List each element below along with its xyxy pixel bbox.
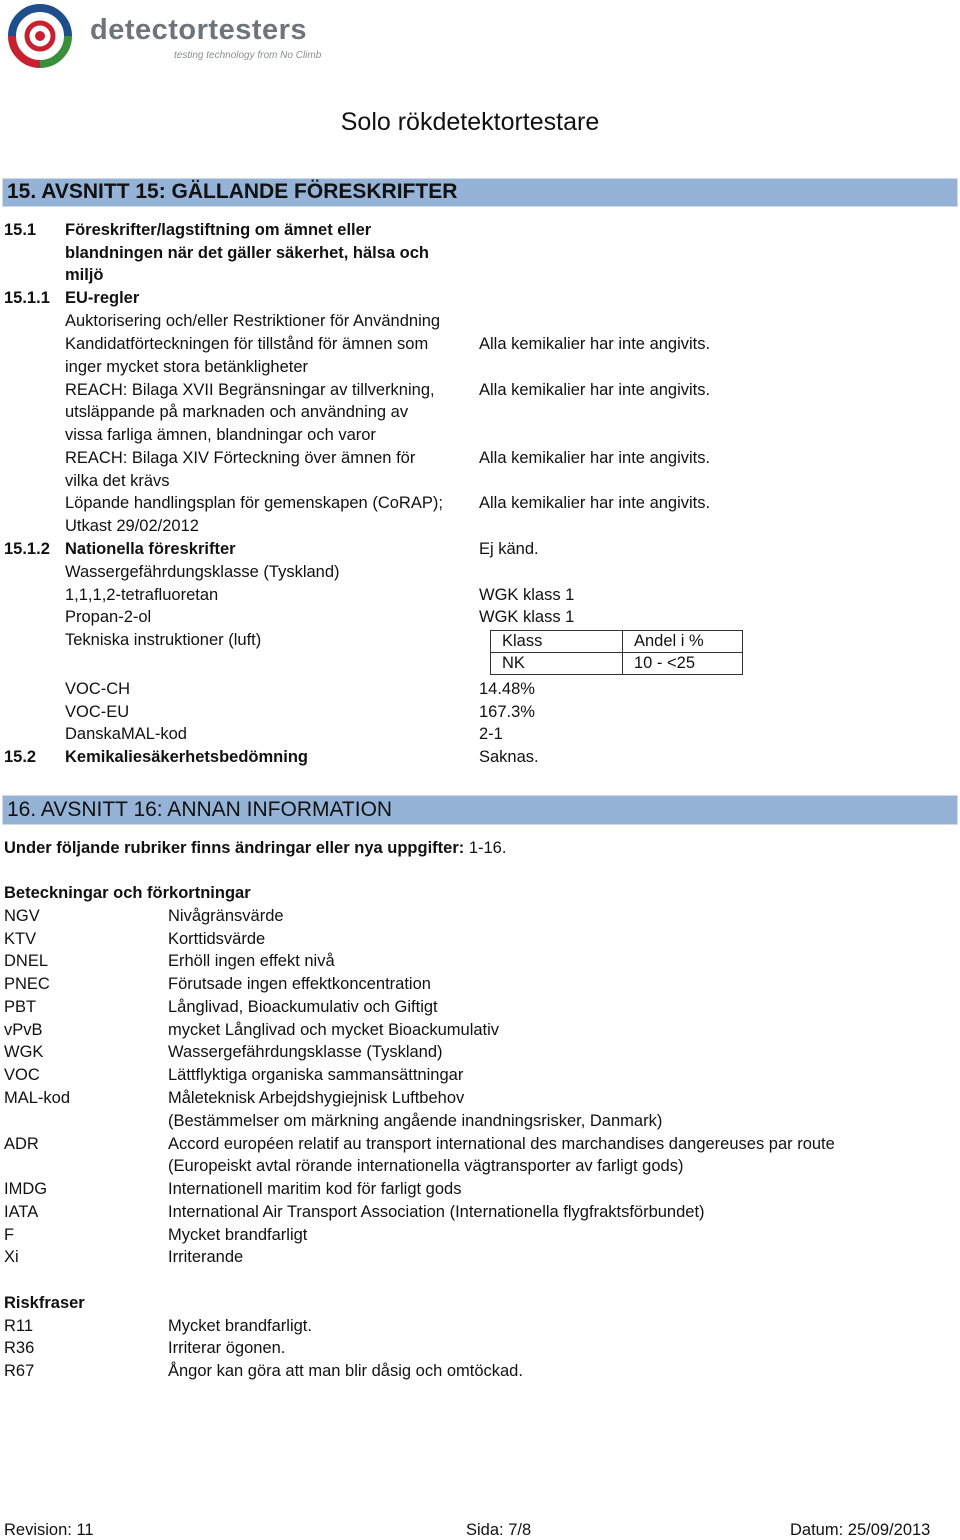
brand-name: detectortesters bbox=[90, 14, 308, 46]
authorisation-heading: Auktorisering och/eller Restriktioner för Användning bbox=[65, 312, 441, 330]
table-row bbox=[491, 631, 743, 653]
risk-value: Irriterar ögonen. bbox=[168, 1339, 286, 1357]
abbr-key: KTV bbox=[4, 930, 37, 948]
tetrafluoroethane-label: 1,1,1,2-tetrafluoretan bbox=[65, 586, 219, 604]
annex-xiv-line-1: REACH: Bilaga XIV Förteckning över ämnen för bbox=[65, 449, 416, 467]
abbr-key: MAL-kod bbox=[4, 1089, 71, 1107]
propanol-label: Propan-2-ol bbox=[65, 608, 152, 626]
technical-instructions-table bbox=[490, 630, 743, 675]
section-15-title: 15. AVSNITT 15: GÄLLANDE FÖRESKRIFTER bbox=[7, 180, 458, 203]
abbr-value: Mycket brandfarligt bbox=[168, 1226, 308, 1244]
abbr-value: Nivågränsvärde bbox=[168, 907, 284, 925]
annex-xvii-value: Alla kemikalier har inte angivits. bbox=[479, 381, 711, 399]
table-header-andel: Andel i % bbox=[623, 631, 743, 653]
risk-value: Ångor kan göra att man blir dåsig och omtöckad. bbox=[168, 1362, 523, 1380]
abbr-key: IMDG bbox=[4, 1180, 48, 1198]
table-cell-klass: NK bbox=[491, 652, 623, 674]
risk-phrases-heading: Riskfraser bbox=[4, 1294, 85, 1312]
changes-label: Under följande rubriker finns ändringar eller nya uppgifter: bbox=[4, 839, 465, 857]
abbr-value: Korttidsvärde bbox=[168, 930, 266, 948]
voc-ch-label: VOC-CH bbox=[65, 680, 131, 698]
abbr-value: Irriterande bbox=[168, 1248, 244, 1266]
clause-15-1-1-title: EU-regler bbox=[65, 289, 140, 307]
abbr-key: NGV bbox=[4, 907, 40, 925]
candidate-list-line-1: Kandidatförteckningen för tillstånd för ämnen som bbox=[65, 335, 429, 353]
section-15-band bbox=[2, 178, 958, 207]
table-header-klass: Klass bbox=[491, 631, 623, 653]
footer-page-number: Sida: 7/8 bbox=[466, 1521, 532, 1539]
mal-code-label: DanskaMAL-kod bbox=[65, 725, 187, 743]
abbr-key: DNEL bbox=[4, 952, 49, 970]
clause-15-2-value: Saknas. bbox=[479, 748, 539, 766]
risk-key: R11 bbox=[4, 1317, 34, 1335]
clause-15-1-line-1: Föreskrifter/lagstiftning om ämnet eller bbox=[65, 221, 372, 239]
table-row bbox=[491, 652, 743, 674]
corap-line-2: Utkast 29/02/2012 bbox=[65, 517, 199, 535]
abbr-key: WGK bbox=[4, 1043, 44, 1061]
clause-15-2-number: 15.2 bbox=[4, 748, 37, 766]
annex-xvii-line-2: utsläppande på marknaden och användning av bbox=[65, 403, 409, 421]
technical-instructions-label: Tekniska instruktioner (luft) bbox=[65, 631, 262, 649]
candidate-list-line-2: inger mycket stora betänkligheter bbox=[65, 358, 309, 376]
risk-key: R36 bbox=[4, 1339, 35, 1357]
abbr-value: Internationell maritim kod för farligt gods bbox=[168, 1180, 462, 1198]
candidate-list-value: Alla kemikalier har inte angivits. bbox=[479, 335, 711, 353]
clause-15-1-line-2: blandningen när det gäller säkerhet, hälsa och bbox=[65, 244, 430, 262]
voc-eu-label: VOC-EU bbox=[65, 703, 130, 721]
abbr-value: Wassergefährdungsklasse (Tyskland) bbox=[168, 1043, 443, 1061]
annex-xiv-line-2: vilka det krävs bbox=[65, 472, 170, 490]
risk-key: R67 bbox=[4, 1362, 35, 1380]
annex-xvii-line-3: vissa farliga ämnen, blandningar och varor bbox=[65, 426, 376, 444]
table-cell-andel: 10 - <25 bbox=[623, 652, 743, 674]
abbr-value: Erhöll ingen effekt nivå bbox=[168, 952, 335, 970]
clause-15-1-2-value: Ej känd. bbox=[479, 540, 539, 558]
clause-15-1-1-number: 15.1.1 bbox=[4, 289, 50, 307]
brand-tagline: testing technology from No Climb bbox=[174, 50, 322, 61]
section-16-band bbox=[2, 795, 958, 825]
voc-eu-value: 167.3% bbox=[479, 703, 535, 721]
abbr-value: (Europeiskt avtal rörande internationella vägtransporter av farligt gods) bbox=[168, 1157, 684, 1175]
document-title: Solo rökdetektortestare bbox=[340, 108, 600, 136]
abbr-value: Förutsade ingen effektkoncentration bbox=[168, 975, 431, 993]
clause-15-1-number: 15.1 bbox=[4, 221, 37, 239]
abbr-key: PNEC bbox=[4, 975, 50, 993]
abbr-key: PBT bbox=[4, 998, 37, 1016]
footer-revision: Revision: 11 bbox=[4, 1521, 94, 1539]
abbreviations-heading: Beteckningar och förkortningar bbox=[4, 884, 251, 902]
tetrafluoroethane-value: WGK klass 1 bbox=[479, 586, 575, 604]
section-16-title: 16. AVSNITT 16: ANNAN INFORMATION bbox=[7, 798, 393, 821]
abbr-value: mycket Långlivad och mycket Bioackumulativ bbox=[168, 1021, 500, 1039]
changes-value: 1-16. bbox=[464, 839, 507, 857]
abbr-key: F bbox=[4, 1226, 15, 1244]
logo-circle-icon bbox=[4, 0, 76, 70]
footer-date: Datum: 25/09/2013 bbox=[790, 1521, 931, 1539]
voc-ch-value: 14.48% bbox=[479, 680, 535, 698]
clause-15-2-title: Kemikaliesäkerhetsbedömning bbox=[65, 748, 309, 766]
wgk-label: Wassergefährdungsklasse (Tyskland) bbox=[65, 563, 340, 581]
corap-value: Alla kemikalier har inte angivits. bbox=[479, 494, 711, 512]
abbr-key: VOC bbox=[4, 1066, 40, 1084]
risk-value: Mycket brandfarligt. bbox=[168, 1317, 312, 1335]
clause-15-1-2-number: 15.1.2 bbox=[4, 540, 50, 558]
abbr-value: Lättflyktiga organiska sammansättningar bbox=[168, 1066, 464, 1084]
propanol-value: WGK klass 1 bbox=[479, 608, 575, 626]
abbr-key: ADR bbox=[4, 1135, 39, 1153]
clause-15-1-line-3: miljö bbox=[65, 266, 104, 284]
brand-logo bbox=[4, 0, 334, 70]
clause-15-1-2-title: Nationella föreskrifter bbox=[65, 540, 236, 558]
changes-line bbox=[4, 837, 506, 860]
abbr-key: vPvB bbox=[4, 1021, 43, 1039]
abbr-value: International Air Transport Association (Internationella flygfraktsförbundet) bbox=[168, 1203, 705, 1221]
mal-code-value: 2-1 bbox=[479, 725, 503, 743]
corap-line-1: Löpande handlingsplan för gemenskapen (CoRAP); bbox=[65, 494, 443, 512]
annex-xvii-line-1: REACH: Bilaga XVII Begränsningar av tillverkning, bbox=[65, 381, 435, 399]
annex-xiv-value: Alla kemikalier har inte angivits. bbox=[479, 449, 711, 467]
abbr-key: IATA bbox=[4, 1203, 39, 1221]
abbr-value: Långlivad, Bioackumulativ och Giftigt bbox=[168, 998, 438, 1016]
abbr-key: Xi bbox=[4, 1248, 19, 1266]
abbr-value: Måleteknisk Arbejdshygiejnisk Luftbehov bbox=[168, 1089, 465, 1107]
abbr-value: Accord européen relatif au transport international des marchandises dangereuses par route bbox=[168, 1135, 835, 1153]
abbr-value: (Bestämmelser om märkning angående inandningsrisker, Danmark) bbox=[168, 1112, 663, 1130]
